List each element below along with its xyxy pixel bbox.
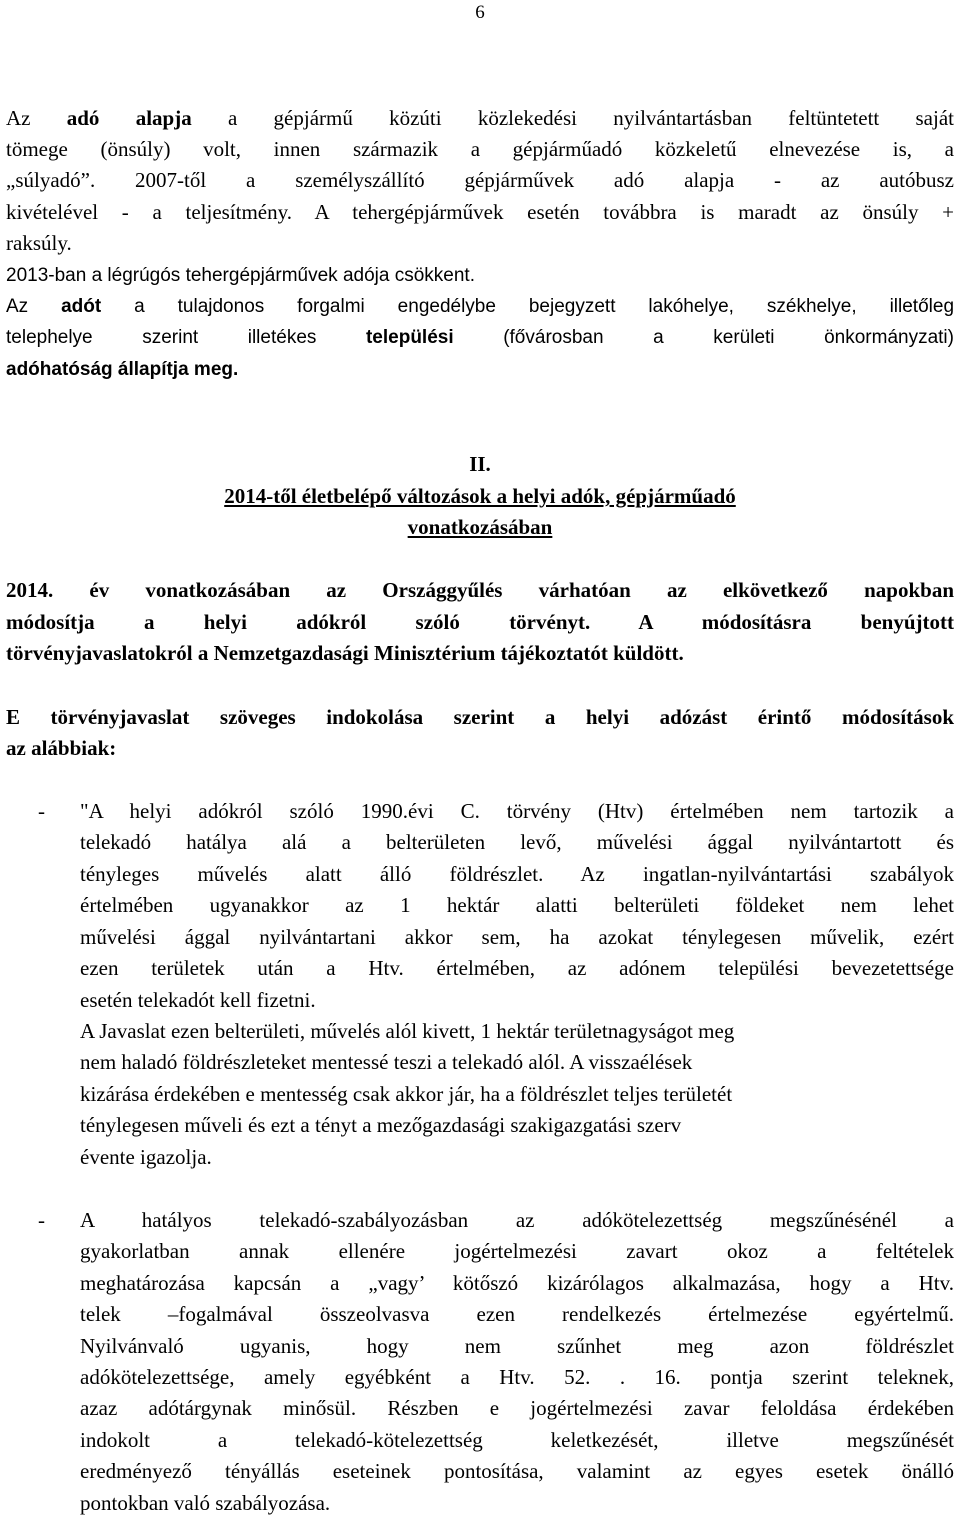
bullet-2-line-6: adókötelezettsége, amely egyébként a Htv. 52. . 16. pontja szerint teleknek, bbox=[80, 1365, 954, 1389]
section-numeral: II. bbox=[469, 452, 491, 476]
bullet-1-dash: - bbox=[38, 799, 45, 823]
intro-line-9: adóhatóság állapítja meg. bbox=[6, 359, 239, 380]
para2-line-3: törvényjavaslatokról a Nemzetgazdasági Minisztérium tájékoztatót küldött. bbox=[6, 641, 684, 665]
emphasis-adot: adót bbox=[61, 296, 102, 317]
section-heading-line-1: 2014-től életbelépő változások a helyi adók, gépjárműadó bbox=[224, 484, 736, 508]
intro-line-8 bbox=[6, 322, 954, 353]
bullet-1-line-4: értelmében ugyanakkor az 1 hektár alatti belterületi földeket nem lehet bbox=[80, 893, 954, 917]
bullet-2-line-8: indokolt a telekadó-kötelezettség keletkezését, illetve megszűnését bbox=[80, 1428, 954, 1452]
intro-line-3: „súlyadó”. 2007-től a személyszállító gépjárművek adó alapja - az autóbusz bbox=[6, 168, 954, 192]
text-span: a tulajdonos forgalmi engedélybe bejegyzett lakóhelye, székhelye, illetőleg bbox=[101, 296, 955, 317]
bullet-2-line-2: gyakorlatban annak ellenére jogértelmezési zavart okoz a feltételek bbox=[80, 1239, 954, 1263]
bullet-1-line-12: évente igazolja. bbox=[80, 1145, 212, 1169]
page-number: 6 bbox=[475, 2, 485, 23]
para3-line-2: az alábbiak: bbox=[6, 736, 117, 760]
bullet-2-line-9: eredményező tényállás eseteinek pontosítása, valamint az egyes esetek önálló bbox=[80, 1459, 954, 1483]
section-heading-line-2: vonatkozásában bbox=[407, 515, 553, 539]
bullet-1-line-8: A Javaslat ezen belterületi, művelés alól kivett, 1 hektár területnagyságot meg bbox=[80, 1019, 735, 1043]
bullet-2-line-7: azaz adótárgynak minősül. Részben e jogértelmezési zavar feloldása érdekében bbox=[80, 1396, 954, 1420]
intro-line-7 bbox=[6, 291, 954, 322]
intro-line-6: 2013-ban a légrúgós tehergépjárművek adója csökkent. bbox=[6, 265, 475, 286]
para2-line-2: módosítja a helyi adókról szóló törvényt. A módosításra benyújtott bbox=[6, 610, 954, 634]
bullet-1-line-3: tényleges művelés alatt álló földrészlet. Az ingatlan-nyilvántartási szabályok bbox=[80, 862, 954, 886]
bullet-1-line-9: nem haladó földrészleteket mentessé teszi a telekadó alól. A visszaélések bbox=[80, 1050, 693, 1074]
emphasis-ado-alapja: adó alapja bbox=[66, 106, 192, 130]
bullet-1-line-5: művelési ággal nyilvántartani akkor sem, ha azokat ténylegesen művelik, ezért bbox=[80, 925, 954, 949]
bullet-2-line-5: Nyilvánvaló ugyanis, hogy nem szűnhet meg azon földrészlet bbox=[80, 1334, 954, 1358]
text-span: a gépjármű közúti közlekedési nyilvántartásban feltüntetett saját bbox=[191, 106, 954, 130]
bullet-2-line-3: meghatározása kapcsán a „vagy’ kötőszó kizárólagos alkalmazása, hogy a Htv. bbox=[80, 1271, 954, 1295]
bullet-1-line-2: telekadó hatálya alá a belterületen levő, művelési ággal nyilvántartott és bbox=[80, 830, 954, 854]
bullet-2-line-10: pontokban való szabályozása. bbox=[80, 1491, 331, 1515]
intro-line-4: kivételével - a teljesítmény. A tehergépjárművek esetén továbbra is maradt az önsúly + bbox=[6, 200, 954, 224]
text-span: telephelye szerint illetékes bbox=[6, 327, 366, 348]
bullet-1-line-10: kizárása érdekében e mentesség csak akkor jár, ha a földrészlet teljes területét bbox=[80, 1082, 733, 1106]
emphasis-telepulesi: települési bbox=[365, 327, 454, 348]
bullet-2-dash: - bbox=[38, 1208, 45, 1232]
bullet-1-line-1: "A helyi adókról szóló 1990.évi C. törvény (Htv) értelmében nem tartozik a bbox=[80, 799, 954, 823]
bullet-1-line-11: ténylegesen műveli és ezt a tényt a mezőgazdasági szakigazgatási szerv bbox=[80, 1113, 682, 1137]
intro-line-5: raksúly. bbox=[6, 231, 72, 255]
text-span: Az bbox=[6, 296, 62, 317]
para3-line-1: E törvényjavaslat szöveges indokolása szerint a helyi adózást érintő módosítások bbox=[6, 705, 954, 729]
intro-line-1 bbox=[6, 103, 954, 134]
bullet-1-line-6: ezen területek után a Htv. értelmében, az adónem települési bevezetettsége bbox=[80, 956, 954, 980]
text-span: Az bbox=[6, 106, 67, 130]
para2-line-1: 2014. év vonatkozásában az Országgyűlés várhatóan az elkövetkező napokban bbox=[6, 578, 954, 602]
bullet-2-line-1: A hatályos telekadó-szabályozásban az adókötelezettség megszűnésénél a bbox=[80, 1208, 954, 1232]
intro-line-2: tömege (önsúly) volt, innen származik a gépjárműadó közkeletű elnevezése is, a bbox=[6, 137, 954, 161]
bullet-1-line-7: esetén telekadót kell fizetni. bbox=[80, 988, 316, 1012]
text-span: (fővárosban a kerületi önkormányzati) bbox=[453, 327, 954, 348]
bullet-2-line-4: telek –fogalmával összeolvasva ezen rendelkezés értelmezése egyértelmű. bbox=[80, 1302, 954, 1326]
